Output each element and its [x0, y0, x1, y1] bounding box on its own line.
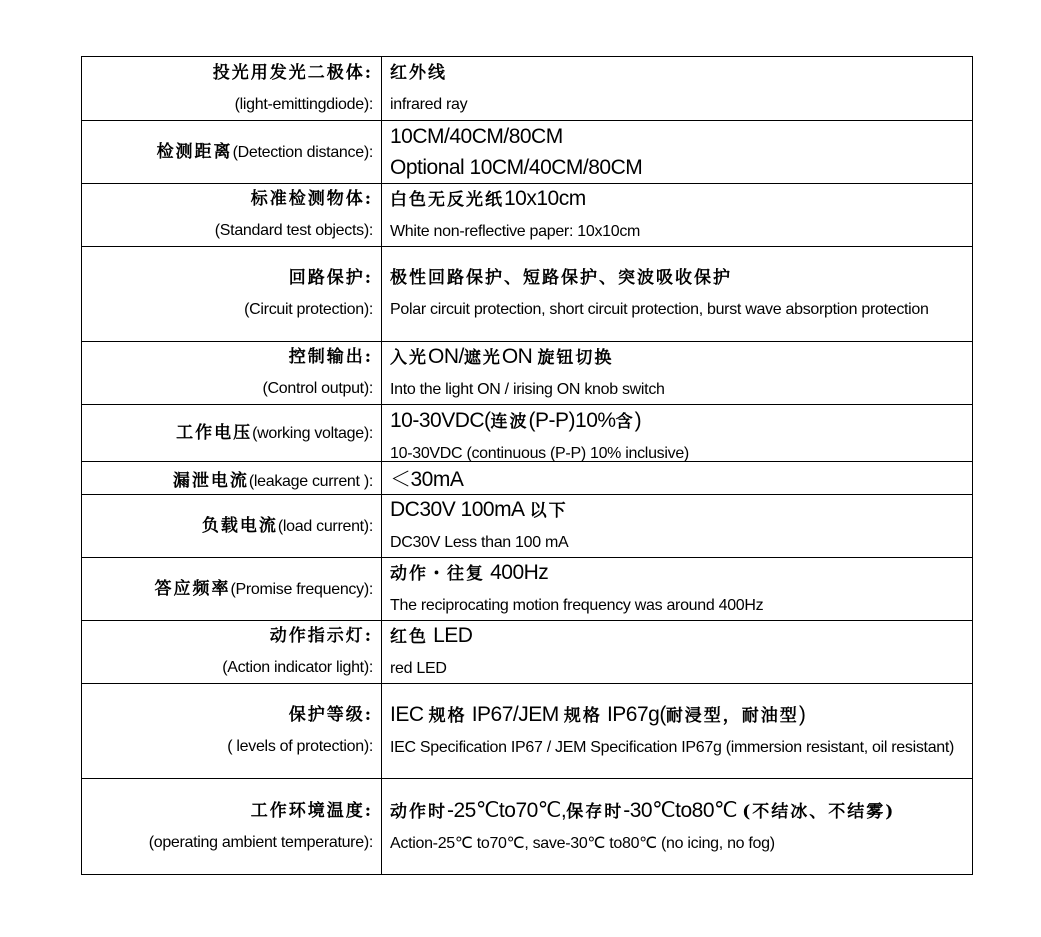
label-cn: 投光用发光二极体: — [212, 62, 373, 83]
value-big: ＜30mA — [390, 468, 464, 491]
label-cn: 工作环境温度: — [250, 800, 373, 821]
spec-table-bottom — [81, 461, 973, 875]
table-row — [81, 405, 973, 461]
value-cn: 规格 — [428, 706, 467, 726]
label-cn: 漏泄电流 — [172, 470, 249, 491]
label-cn: 工作电压 — [176, 422, 253, 443]
value-cn: 极性回路保护、短路保护、突波吸收保护 — [390, 268, 732, 288]
value-big: 400Hz — [490, 561, 549, 584]
label-en: (Circuit protection): — [244, 301, 373, 318]
value-cn: (不结冰、不结雾) — [742, 801, 896, 822]
value-big: -25℃to70℃, — [447, 798, 567, 822]
value-big: ON — [501, 345, 533, 368]
value-en: infrared ray — [390, 95, 468, 113]
label-cn: 回路保护: — [288, 268, 373, 288]
value-cn: 遮光 — [463, 348, 502, 368]
label-en: (working voltage): — [252, 424, 373, 442]
value-en: White non-reflective paper: 10x10cm — [390, 223, 641, 240]
table-row — [81, 121, 973, 184]
table-row — [81, 621, 973, 684]
table-row — [81, 247, 973, 342]
label-cn: 保护等级: — [288, 705, 373, 725]
label-en: (Detection distance): — [232, 143, 373, 161]
value-cn: 动作时 — [390, 801, 447, 822]
label-en: (operating ambient temperature): — [148, 833, 373, 851]
label-en: (leakage current ): — [248, 472, 373, 490]
value-big: IEC — [390, 703, 424, 726]
value-cn: 动作・往复 — [390, 564, 485, 584]
value-cn: 红外线 — [390, 62, 447, 83]
table-row — [81, 342, 973, 405]
value-big: ) — [634, 409, 642, 432]
table-row — [81, 684, 973, 779]
value-en: The reciprocating motion frequency was around 400Hz — [390, 597, 764, 614]
table-row — [81, 462, 973, 495]
label-en: (Control output): — [262, 380, 373, 397]
label-cn: 标准检测物体: — [250, 189, 373, 209]
value-cn: 含 — [615, 412, 635, 432]
value-en: DC30V Less than 100 mA — [390, 534, 569, 551]
value-cn: 保存时 — [566, 801, 624, 822]
value-big: IP67/JEM — [471, 703, 559, 726]
label-cn: 检测距离 — [156, 141, 233, 162]
value-cn: 以下 — [529, 501, 568, 521]
value-en: Into the light ON / irising ON knob switch — [390, 381, 665, 398]
table-row — [81, 495, 973, 558]
label-cn: 控制输出: — [288, 347, 373, 367]
label-en: (Promise frequency): — [230, 580, 373, 598]
table-row — [81, 184, 973, 247]
value-big: 10-30VDC( — [390, 409, 491, 432]
value-big: ON/ — [428, 345, 464, 368]
value-cn: 连波 — [490, 412, 529, 432]
table-row — [81, 779, 973, 875]
value-cn: 红色 — [390, 627, 428, 647]
value-en: IEC Specification IP67 / JEM Specification IP67g (immersion resistant, oil resistant) — [390, 739, 955, 756]
value-cn: 旋钮切换 — [537, 348, 614, 368]
value-big: IP67g( — [606, 703, 666, 726]
label-en: (light-emittingdiode): — [234, 95, 373, 113]
label-cn: 动作指示灯: — [269, 626, 373, 646]
value-cn: 耐浸型，耐油型 — [665, 706, 799, 726]
value-en: Action-25℃ to70℃, save-30℃ to80℃ (no icing, no fog) — [390, 834, 775, 852]
value-cn: 入光 — [390, 348, 428, 368]
value-big: 10x10cm — [504, 187, 586, 210]
spec-table-top — [81, 56, 973, 461]
table-row — [81, 57, 973, 121]
value-big: ) — [798, 703, 806, 726]
value-en: 10-30VDC (continuous (P-P) 10% inclusive) — [390, 445, 689, 461]
value-big: -30℃to80℃ — [623, 798, 738, 822]
value-en: Polar circuit protection, short circuit protection, burst wave absorption protection — [390, 301, 929, 318]
value-big: DC30V 100mA — [390, 498, 525, 521]
label-en: (Standard test objects): — [214, 222, 373, 239]
value-line-1: 10CM/40CM/80CM — [390, 125, 563, 148]
value-line-2: Optional 10CM/40CM/80CM — [390, 156, 643, 179]
value-big: LED — [433, 624, 473, 647]
value-cn: 白色无反光纸 — [390, 190, 504, 210]
value-en: red LED — [390, 660, 447, 677]
value-cn: 规格 — [563, 706, 602, 726]
table-row — [81, 558, 973, 621]
label-en: (load current): — [277, 517, 373, 535]
label-en: (Action indicator light): — [222, 659, 373, 676]
label-en: ( levels of protection): — [227, 738, 373, 755]
label-cn: 负载电流 — [201, 515, 278, 536]
value-big: (P-P)10% — [528, 409, 616, 432]
label-cn: 答应频率 — [154, 578, 231, 599]
